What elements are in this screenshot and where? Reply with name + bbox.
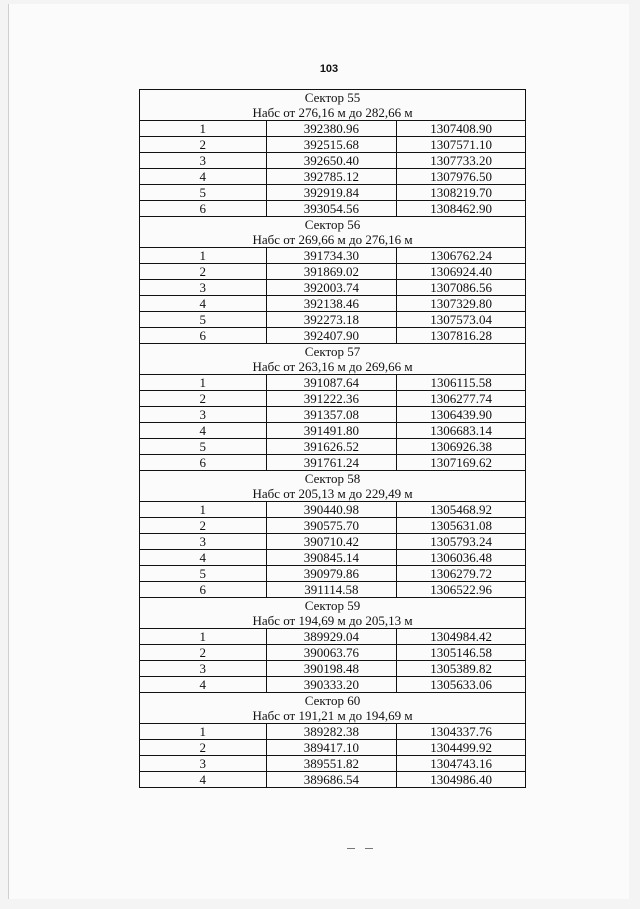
table-row [140, 661, 526, 677]
table-row [140, 518, 526, 534]
table-row [140, 248, 526, 264]
y-coordinate-cell: 1307571.10 [397, 137, 526, 153]
y-coordinate-cell: 1307733.20 [397, 153, 526, 169]
x-coordinate-cell: 389282.38 [266, 724, 397, 740]
y-coordinate-cell: 1306277.74 [397, 391, 526, 407]
page-number: 103 [319, 63, 339, 75]
sector-title: Сектор 60 [304, 693, 361, 708]
x-coordinate-cell: 390063.76 [266, 645, 397, 661]
table-row [140, 566, 526, 582]
point-number-cell: 1 [140, 121, 267, 137]
sector-header [140, 471, 526, 502]
sector-header [140, 344, 526, 375]
sector-header-row [140, 90, 526, 121]
point-number-cell: 4 [140, 423, 267, 439]
table-row [140, 391, 526, 407]
sector-title: Сектор 59 [304, 598, 361, 613]
x-coordinate-cell: 392138.46 [266, 296, 397, 312]
y-coordinate-cell: 1305468.92 [397, 502, 526, 518]
x-coordinate-cell: 390333.20 [266, 677, 397, 693]
table-row [140, 121, 526, 137]
y-coordinate-cell: 1307976.50 [397, 169, 526, 185]
table-row [140, 153, 526, 169]
x-coordinate-cell: 390440.98 [266, 502, 397, 518]
point-number-cell: 2 [140, 264, 267, 280]
point-number-cell: 4 [140, 169, 267, 185]
x-coordinate-cell: 392785.12 [266, 169, 397, 185]
sector-subtitle: Набс от 194,69 м до 205,13 м [252, 613, 413, 628]
y-coordinate-cell: 1304499.92 [397, 740, 526, 756]
y-coordinate-cell: 1308219.70 [397, 185, 526, 201]
point-number-cell: 3 [140, 661, 267, 677]
y-coordinate-cell: 1307408.90 [397, 121, 526, 137]
sector-subtitle: Набс от 276,16 м до 282,66 м [252, 105, 413, 120]
x-coordinate-cell: 389929.04 [266, 629, 397, 645]
point-number-cell: 6 [140, 582, 267, 598]
sector-header [140, 90, 526, 121]
point-number-cell: 2 [140, 645, 267, 661]
table-row [140, 423, 526, 439]
x-coordinate-cell: 391491.80 [266, 423, 397, 439]
point-number-cell: 3 [140, 280, 267, 296]
table-row [140, 296, 526, 312]
sector-subtitle: Набс от 191,21 м до 194,69 м [252, 708, 413, 723]
x-coordinate-cell: 391087.64 [266, 375, 397, 391]
y-coordinate-cell: 1304743.16 [397, 756, 526, 772]
x-coordinate-cell: 392273.18 [266, 312, 397, 328]
y-coordinate-cell: 1306439.90 [397, 407, 526, 423]
point-number-cell: 3 [140, 153, 267, 169]
y-coordinate-cell: 1304984.42 [397, 629, 526, 645]
sector-header-row [140, 598, 526, 629]
table-row [140, 772, 526, 788]
sector-header [140, 693, 526, 724]
table-row [140, 677, 526, 693]
x-coordinate-cell: 390710.42 [266, 534, 397, 550]
y-coordinate-cell: 1306279.72 [397, 566, 526, 582]
x-coordinate-cell: 391222.36 [266, 391, 397, 407]
point-number-cell: 1 [140, 375, 267, 391]
sector-subtitle: Набс от 269,66 м до 276,16 м [252, 232, 413, 247]
y-coordinate-cell: 1305146.58 [397, 645, 526, 661]
table-row [140, 137, 526, 153]
y-coordinate-cell: 1307573.04 [397, 312, 526, 328]
point-number-cell: 4 [140, 296, 267, 312]
table-row [140, 756, 526, 772]
point-number-cell: 1 [140, 502, 267, 518]
table-row [140, 455, 526, 471]
sector-header-row [140, 217, 526, 248]
sector-title: Сектор 58 [304, 471, 361, 486]
sector-header-row [140, 344, 526, 375]
sector-title: Сектор 57 [304, 344, 361, 359]
point-number-cell: 3 [140, 534, 267, 550]
table-row [140, 264, 526, 280]
point-number-cell: 6 [140, 328, 267, 344]
x-coordinate-cell: 391357.08 [266, 407, 397, 423]
table-row [140, 201, 526, 217]
table-row [140, 407, 526, 423]
table-row [140, 629, 526, 645]
x-coordinate-cell: 390575.70 [266, 518, 397, 534]
point-number-cell: 1 [140, 724, 267, 740]
sector-header-row [140, 693, 526, 724]
point-number-cell: 3 [140, 756, 267, 772]
sector-header-row [140, 471, 526, 502]
point-number-cell: 6 [140, 455, 267, 471]
point-number-cell: 2 [140, 391, 267, 407]
table-row [140, 534, 526, 550]
table-row [140, 328, 526, 344]
sector-header [140, 217, 526, 248]
point-number-cell: 5 [140, 312, 267, 328]
y-coordinate-cell: 1306036.48 [397, 550, 526, 566]
sector-header [140, 598, 526, 629]
x-coordinate-cell: 392515.68 [266, 137, 397, 153]
x-coordinate-cell: 389551.82 [266, 756, 397, 772]
y-coordinate-cell: 1305389.82 [397, 661, 526, 677]
point-number-cell: 4 [140, 550, 267, 566]
x-coordinate-cell: 392380.96 [266, 121, 397, 137]
coordinates-table-body [140, 90, 526, 788]
sector-title: Сектор 55 [304, 90, 361, 105]
y-coordinate-cell: 1306926.38 [397, 439, 526, 455]
y-coordinate-cell: 1307169.62 [397, 455, 526, 471]
y-coordinate-cell: 1306522.96 [397, 582, 526, 598]
x-coordinate-cell: 392407.90 [266, 328, 397, 344]
y-coordinate-cell: 1306683.14 [397, 423, 526, 439]
y-coordinate-cell: 1306762.24 [397, 248, 526, 264]
table-row [140, 724, 526, 740]
sector-subtitle: Набс от 205,13 м до 229,49 м [252, 486, 413, 501]
x-coordinate-cell: 392919.84 [266, 185, 397, 201]
y-coordinate-cell: 1306115.58 [397, 375, 526, 391]
point-number-cell: 2 [140, 518, 267, 534]
table-row [140, 550, 526, 566]
point-number-cell: 2 [140, 137, 267, 153]
x-coordinate-cell: 389686.54 [266, 772, 397, 788]
table-row [140, 375, 526, 391]
point-number-cell: 1 [140, 629, 267, 645]
scan-mark [365, 848, 373, 849]
table-row [140, 502, 526, 518]
y-coordinate-cell: 1307816.28 [397, 328, 526, 344]
table-row [140, 439, 526, 455]
coordinates-table [139, 89, 526, 788]
x-coordinate-cell: 393054.56 [266, 201, 397, 217]
table-row [140, 740, 526, 756]
y-coordinate-cell: 1307086.56 [397, 280, 526, 296]
point-number-cell: 5 [140, 185, 267, 201]
x-coordinate-cell: 389417.10 [266, 740, 397, 756]
y-coordinate-cell: 1305633.06 [397, 677, 526, 693]
sector-title: Сектор 56 [304, 217, 361, 232]
x-coordinate-cell: 391626.52 [266, 439, 397, 455]
x-coordinate-cell: 392003.74 [266, 280, 397, 296]
y-coordinate-cell: 1305631.08 [397, 518, 526, 534]
y-coordinate-cell: 1308462.90 [397, 201, 526, 217]
point-number-cell: 2 [140, 740, 267, 756]
x-coordinate-cell: 391734.30 [266, 248, 397, 264]
table-row [140, 280, 526, 296]
point-number-cell: 5 [140, 566, 267, 582]
point-number-cell: 4 [140, 677, 267, 693]
y-coordinate-cell: 1306924.40 [397, 264, 526, 280]
x-coordinate-cell: 391869.02 [266, 264, 397, 280]
document-page [8, 4, 629, 899]
table-row [140, 169, 526, 185]
point-number-cell: 6 [140, 201, 267, 217]
table-row [140, 582, 526, 598]
x-coordinate-cell: 390979.86 [266, 566, 397, 582]
x-coordinate-cell: 392650.40 [266, 153, 397, 169]
y-coordinate-cell: 1305793.24 [397, 534, 526, 550]
x-coordinate-cell: 391114.58 [266, 582, 397, 598]
point-number-cell: 1 [140, 248, 267, 264]
point-number-cell: 5 [140, 439, 267, 455]
x-coordinate-cell: 391761.24 [266, 455, 397, 471]
point-number-cell: 4 [140, 772, 267, 788]
y-coordinate-cell: 1307329.80 [397, 296, 526, 312]
table-row [140, 645, 526, 661]
table-row [140, 185, 526, 201]
point-number-cell: 3 [140, 407, 267, 423]
table-row [140, 312, 526, 328]
scan-mark [347, 848, 355, 849]
y-coordinate-cell: 1304337.76 [397, 724, 526, 740]
x-coordinate-cell: 390198.48 [266, 661, 397, 677]
sector-subtitle: Набс от 263,16 м до 269,66 м [252, 359, 413, 374]
x-coordinate-cell: 390845.14 [266, 550, 397, 566]
y-coordinate-cell: 1304986.40 [397, 772, 526, 788]
